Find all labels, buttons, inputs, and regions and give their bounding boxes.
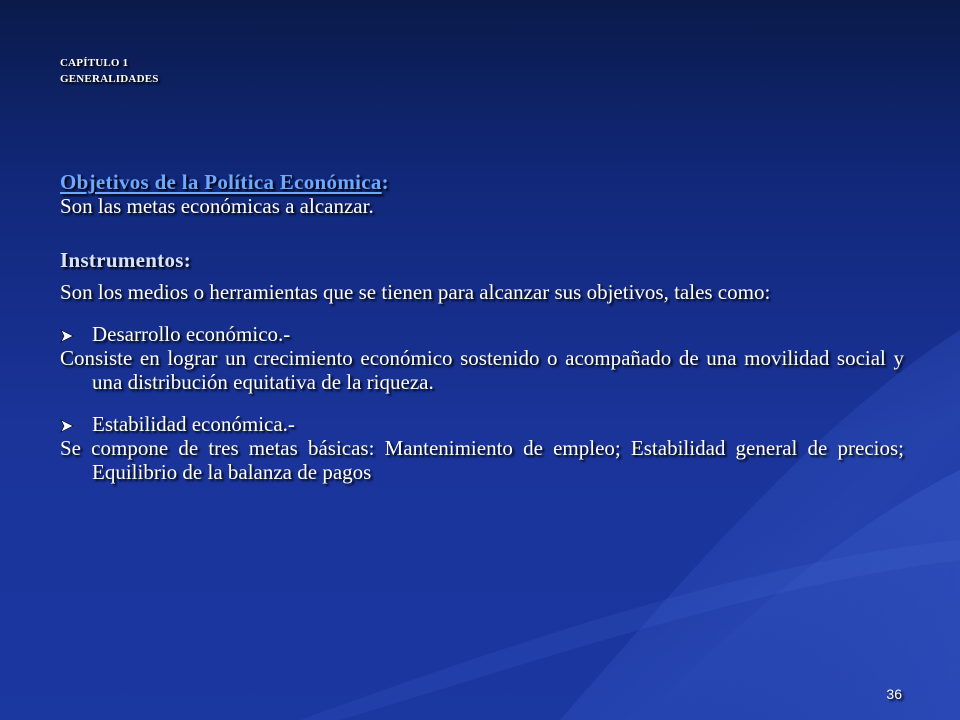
- bullet-estabilidad-label: Estabilidad económica.-: [92, 412, 295, 436]
- chapter-label: CAPÍTULO 1: [60, 57, 129, 69]
- bullet-estabilidad: [60, 412, 904, 436]
- page-number: 36: [886, 686, 902, 702]
- bullet-desarrollo-label: Desarrollo económico.-: [92, 322, 291, 346]
- instrumentos-title: Instrumentos:: [60, 248, 192, 272]
- arrow-bullet-icon: [60, 414, 92, 438]
- bullet-desarrollo: [60, 322, 904, 346]
- arrow-bullet-icon: [60, 324, 92, 348]
- bullet-desarrollo-text: Consiste en lograr un crecimiento económico sostenido o acompañado de una movilidad social y una distribución equitativa de la riqueza.: [60, 346, 904, 394]
- objetivos-title-link[interactable]: Objetivos de la Política Económica: [60, 170, 382, 194]
- objetivos-heading: [60, 170, 904, 194]
- bullet-estabilidad-text: Se compone de tres metas básicas: Mantenimiento de empleo; Estabilidad general de precios; Equilibrio de la balanza de pagos: [60, 436, 904, 484]
- slide-content: [60, 170, 904, 484]
- instrumentos-text: Son los medios o herramientas que se tienen para alcanzar sus objetivos, tales como:: [60, 280, 771, 304]
- slide-header: [60, 55, 159, 87]
- objetivos-text: Son las metas económicas a alcanzar.: [60, 194, 374, 218]
- section-label: GENERALIDADES: [60, 73, 159, 85]
- objetivos-colon: :: [381, 170, 389, 194]
